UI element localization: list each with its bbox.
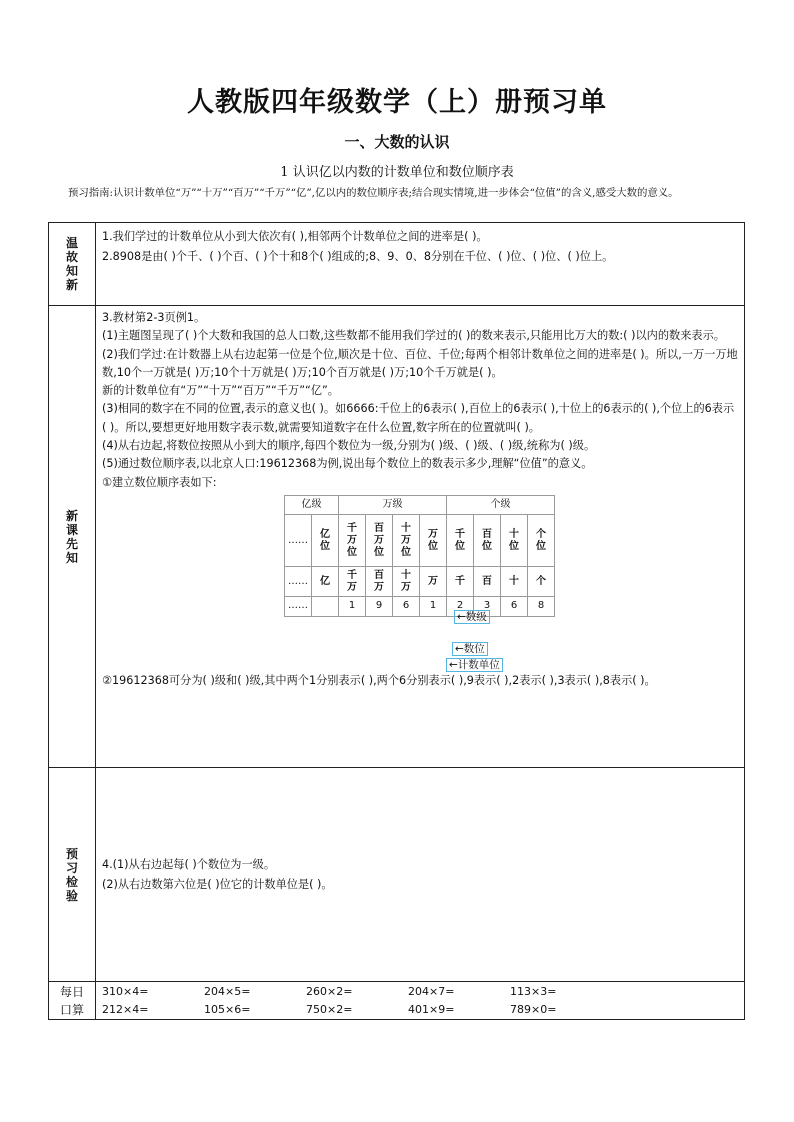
place-name: 百 万 位 bbox=[374, 522, 384, 558]
new-line: (5)通过数位顺序表,以北京人口:19612368为例,说出每个数位上的数表示多少,理解“位值”的意义。 bbox=[102, 457, 593, 471]
digit-cell: 9 bbox=[366, 597, 393, 616]
new-line: (2)我们学过:在计数器上从右边起第一位是个位,顺次是十位、百位、千位;每两个相邻计数单位之间的进率是( )。所以,一万一万地数,10个一万就是( )万;10个十万就是( )万;10个百万就是( )万;10个千万就是( )。 bbox=[102, 347, 738, 379]
unit-name: 亿 bbox=[320, 575, 330, 587]
place-name: 个 位 bbox=[536, 528, 546, 552]
check-question-2: (2)从右边数第六位是( )位它的计数单位是( )。 bbox=[102, 878, 333, 891]
group-yi: 亿级 bbox=[285, 495, 339, 514]
unit-name: 十 bbox=[509, 575, 519, 587]
section-label-check: 预 习 检 验 bbox=[49, 768, 96, 982]
new-line: 新的计数单位有“万”“十万”“百万”“千万”“亿”。 bbox=[102, 384, 339, 398]
digit-cell: 3 bbox=[474, 597, 501, 616]
section-new bbox=[49, 306, 745, 768]
arrow-level-label: ←数级 bbox=[454, 608, 490, 626]
place-name: 十 位 bbox=[509, 528, 519, 552]
mental-math-grid bbox=[96, 983, 744, 1019]
digit-cell: 6 bbox=[393, 597, 420, 616]
page-title: 人教版四年级数学（上）册预习单 bbox=[187, 87, 607, 118]
section-review bbox=[49, 223, 745, 306]
calc-item: 105×6= bbox=[204, 1002, 251, 1016]
digit-place-chart bbox=[102, 492, 738, 671]
place-name: 十 万 位 bbox=[401, 522, 411, 558]
check-question-1: 4.(1)从右边起每( )个数位为一级。 bbox=[102, 858, 276, 871]
new-line: ①建立数位顺序表如下: bbox=[102, 475, 217, 489]
new-line: (1)主题图呈现了( )个大数和我国的总人口数,这些数都不能用我们学过的( )的数来表示,只能用比万大的数:( )以内的数来表示。 bbox=[102, 329, 725, 343]
calc-item: 204×5= bbox=[204, 984, 251, 998]
chapter-heading: 一、大数的认识 bbox=[344, 133, 450, 151]
place-name: 百 位 bbox=[482, 528, 492, 552]
calc-item: 401×9= bbox=[408, 1002, 455, 1016]
calc-item: 204×7= bbox=[408, 984, 455, 998]
new-line: (3)相同的数字在不同的位置,表示的意义也( )。如6666:千位上的6表示( ),百位上的6表示( ),十位上的6表示的( ),个位上的6表示( )。所以,要想更好地用数字表示数,就需要知道数字在什么位置,数字所在的位置就叫( )。 bbox=[102, 402, 735, 434]
place-name: 万 位 bbox=[428, 528, 438, 552]
calc-item: 212×4= bbox=[102, 1002, 149, 1016]
dots-cell: …… bbox=[285, 597, 312, 616]
new-line: (4)从右边起,将数位按照从小到大的顺序,每四个数位为一级,分别为( )级、( )级、( )级,统称为( )级。 bbox=[102, 439, 596, 453]
lesson-heading: 1 认识亿以内数的计数单位和数位顺序表 bbox=[280, 165, 514, 180]
new-line: 3.教材第2-3页例1。 bbox=[102, 311, 206, 324]
place-name: 千 位 bbox=[455, 528, 465, 552]
unit-name: 十 万 bbox=[401, 569, 411, 593]
group-ge: 个级 bbox=[447, 495, 555, 514]
arrow-unit-label: ←计数单位 bbox=[446, 656, 503, 674]
calc-item: 260×2= bbox=[306, 984, 353, 998]
digit-cell bbox=[312, 597, 339, 616]
digit-place-table bbox=[284, 495, 555, 617]
calc-item: 789×0= bbox=[510, 1002, 557, 1016]
review-question-1: 1.我们学过的计数单位从小到大依次有( ),相邻两个计数单位之间的进率是( )。 bbox=[102, 230, 488, 243]
unit-name: 千 万 bbox=[347, 569, 357, 593]
calc-item: 310×4= bbox=[102, 984, 149, 998]
review-question-2: 2.8908是由( )个千、( )个百、( )个十和8个( )组成的;8、9、0、8分别在千位、( )位、( )位、( )位上。 bbox=[102, 250, 614, 263]
section-daily bbox=[49, 982, 745, 1020]
place-name: 亿 位 bbox=[320, 528, 330, 552]
section-label-daily: 每日 口算 bbox=[49, 982, 96, 1020]
group-wan: 万级 bbox=[339, 495, 447, 514]
dots-cell: …… bbox=[285, 567, 312, 597]
dots-cell: …… bbox=[285, 515, 312, 567]
digit-cell: 6 bbox=[501, 597, 528, 616]
section-label-new: 新 课 先 知 bbox=[49, 306, 96, 768]
unit-name: 万 bbox=[428, 575, 438, 587]
arrow-place-label: ←数位 bbox=[452, 640, 488, 658]
calc-item: 750×2= bbox=[306, 1002, 353, 1016]
place-name: 千 万 位 bbox=[347, 522, 357, 558]
unit-name: 千 bbox=[455, 575, 465, 587]
section-check bbox=[49, 768, 745, 982]
digit-cell: 8 bbox=[528, 597, 555, 616]
worksheet-table bbox=[48, 222, 745, 1020]
unit-name: 百 bbox=[482, 575, 492, 587]
digit-cell: 1 bbox=[420, 597, 447, 616]
new-line: ②19612368可分为( )级和( )级,其中两个1分别表示( ),两个6分别表示( ),9表示( ),2表示( ),3表示( ),8表示( )。 bbox=[102, 673, 656, 687]
section-label-review: 温 故 知 新 bbox=[49, 223, 96, 306]
digit-cell: 2 bbox=[447, 597, 474, 616]
calc-item: 113×3= bbox=[510, 984, 557, 998]
unit-name: 个 bbox=[536, 575, 546, 587]
unit-name: 百 万 bbox=[374, 569, 384, 593]
preview-guide: 预习指南:认识计数单位“万”“十万”“百万”“千万”“亿”,亿以内的数位顺序表;结合现实情境,进一步体会“位值”的含义,感受大数的意义。 bbox=[68, 187, 679, 199]
digit-cell: 1 bbox=[339, 597, 366, 616]
